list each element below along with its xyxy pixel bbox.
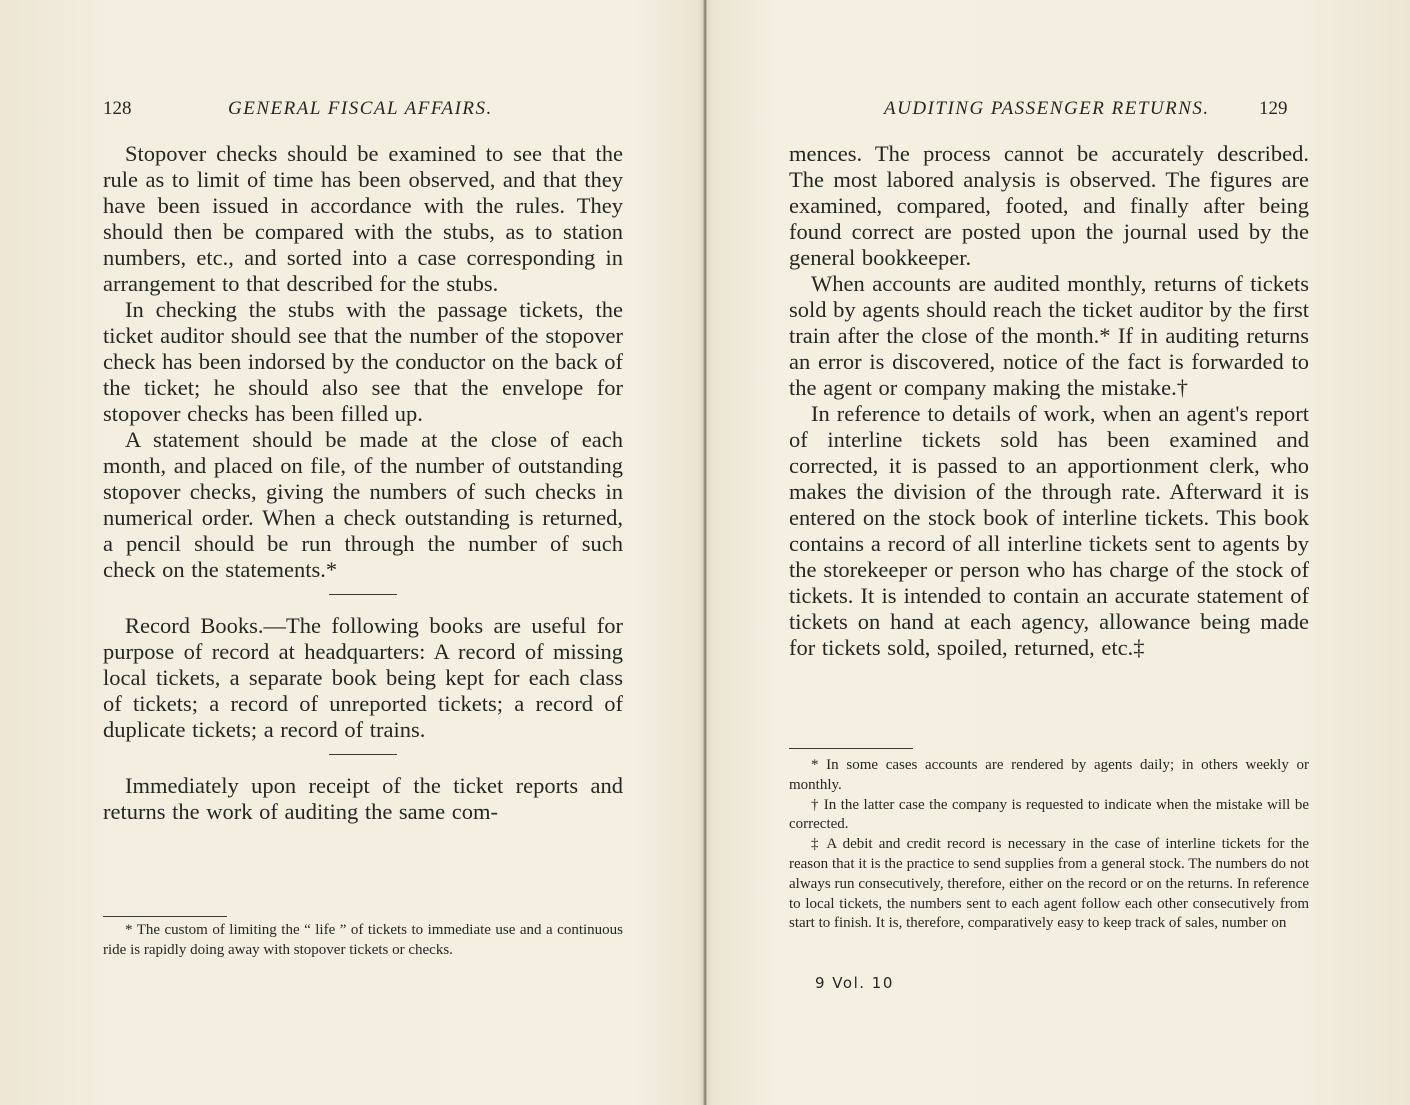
record-books-heading: Record Books. [125,613,264,638]
right-footnote-3: ‡ A debit and credit record is necessary in the case of interline tickets for the reason that it is the practice to send supplies from a general stock. The numbers do not always run consecutively, therefore, either on the record or on the returns. In reference to local tickets, the numbers sent to each agent follow each other consecutively from start to finish. It is, therefore, comparatively easy to keep track of sales, number on [789,836,1309,932]
left-paragraph-4-text: —The following books are useful for purpose of record at headquarters: A record of missing local tickets, a separate book being kept for each class of tickets; a record of unreported tickets; a record of duplicate tickets; a record of trains. [103,613,623,742]
left-paragraph-2: In checking the stubs with the passage tickets, the ticket auditor should see that the number of the stopover check has been indorsed by the conductor on the back of the ticket; he should also see that the envelope for stopover checks has been filled up. [103,297,623,426]
left-running-head: GENERAL FISCAL AFFAIRS. [228,98,493,119]
right-page [707,0,1410,1105]
right-paragraph-2: When accounts are audited monthly, returns of tickets sold by agents should reach the ticket auditor by the first train after the close of the month.* If in auditing returns an error is discovered, notice of the fact is forwarded to the agent or company making the mistake.† [789,271,1309,400]
left-body-text [103,141,623,825]
right-folio: 129 [1259,98,1288,119]
right-footnote-rule [789,748,913,749]
section-divider-1 [329,594,397,595]
right-footnote-1: * In some cases accounts are rendered by agents daily; in others weekly or monthly. [789,757,1309,793]
left-folio: 128 [103,98,132,119]
left-paragraph-4 [103,613,623,743]
right-running-head: AUDITING PASSENGER RETURNS. [884,98,1210,119]
right-body-text [789,141,1309,661]
left-paragraph-5: Immediately upon receipt of the ticket reports and returns the work of auditing the same com- [103,773,623,824]
printer-signature-mark: 9 Vol. 10 [815,974,894,992]
left-footnote-1: * The custom of limiting the “ life ” of tickets to immediate use and a continuous ride is rapidly doing away with stopover tickets or checks. [103,922,623,958]
left-footnotes [103,921,623,961]
section-divider-2 [329,754,397,755]
right-paragraph-3: In reference to details of work, when an agent's report of interline tickets sold has been examined and corrected, it is passed to an apportionment clerk, who makes the division of the through rate. Afterward it is entered on the stock book of interline tickets. This book contains a record of all interline tickets sent to agents by the storekeeper or person who has charge of the stock of tickets. It is intended to contain an accurate statement of tickets on hand at each agency, allowance being made for tickets sold, spoiled, returned, etc.‡ [789,401,1309,660]
right-footnotes [789,756,1309,934]
right-footnote-2: † In the latter case the company is requested to indicate when the mistake will be corrected. [789,796,1309,833]
left-paragraph-3: A statement should be made at the close of each month, and placed on file, of the number of outstanding stopover checks, giving the numbers of such checks in numerical order. When a check outstanding is returned, a pencil should be run through the number of such check on the statements.* [103,427,623,582]
left-page [0,0,703,1105]
left-footnote-rule [103,916,227,917]
left-paragraph-1: Stopover checks should be examined to see that the rule as to limit of time has been observed, and that they have been issued in accordance with the rules. They should then be compared with the stubs, as to station numbers, etc., and sorted into a case corresponding in arrangement to that described for the stubs. [103,141,623,296]
right-paragraph-1: mences. The process cannot be accurately described. The most labored analysis is observed. The figures are examined, compared, footed, and finally after being found correct are posted upon the journal used by the general bookkeeper. [789,141,1309,270]
